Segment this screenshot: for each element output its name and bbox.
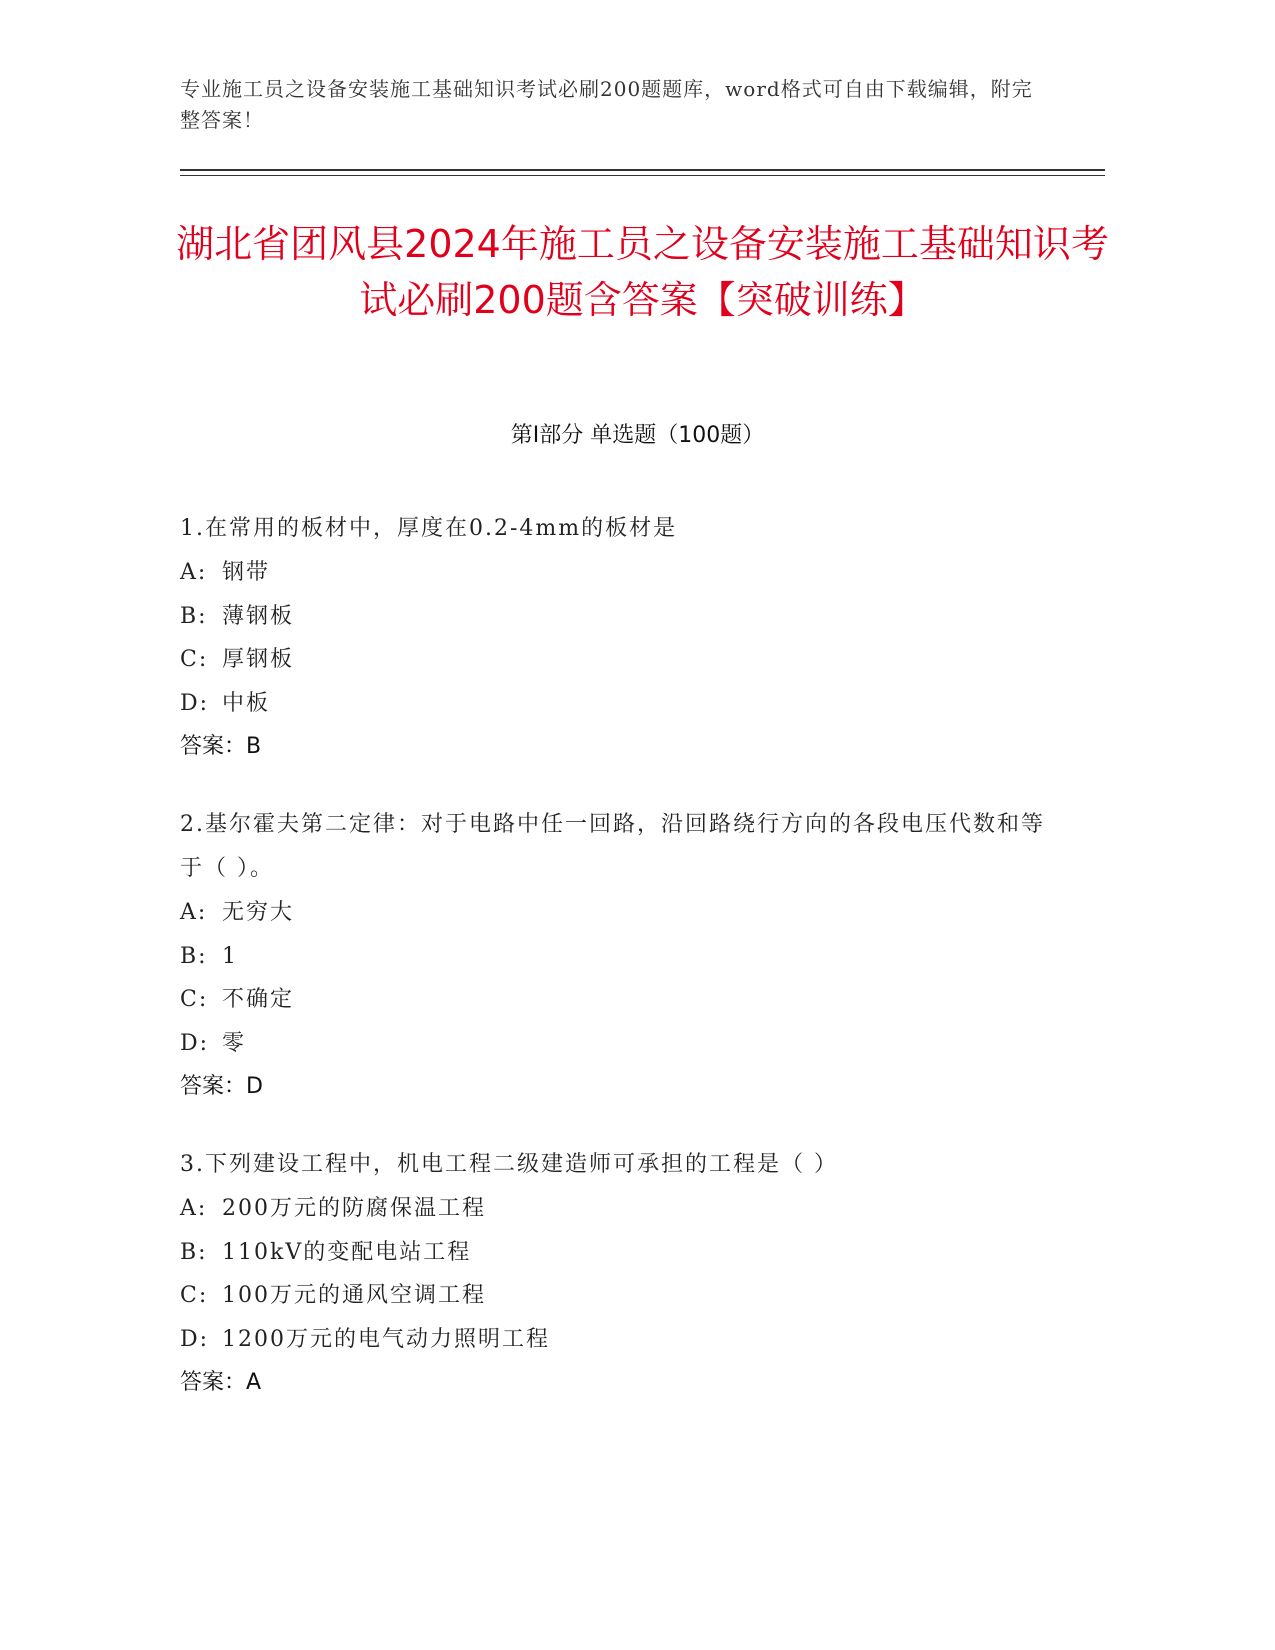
header-divider-thin bbox=[180, 175, 1105, 176]
option-b bbox=[180, 1231, 1060, 1275]
option-text: 1 bbox=[222, 943, 238, 969]
option-text: 中板 bbox=[222, 690, 271, 716]
option-a bbox=[180, 551, 1060, 595]
option-text: 厚钢板 bbox=[222, 647, 295, 672]
option-letter: D: bbox=[180, 1030, 210, 1056]
option-a bbox=[180, 1187, 1060, 1231]
question-list bbox=[180, 507, 1060, 1439]
answer-line: 答案：B bbox=[180, 734, 262, 759]
option-a bbox=[180, 891, 1060, 935]
option-d bbox=[180, 682, 1060, 726]
option-text: 零 bbox=[222, 1030, 247, 1056]
question-stem: 3.下列建设工程中，机电工程二级建造师可承担的工程是（ ） bbox=[180, 1152, 838, 1177]
option-letter: B: bbox=[180, 943, 208, 969]
option-d bbox=[180, 1022, 1060, 1066]
option-d bbox=[180, 1318, 1060, 1362]
option-text: 钢带 bbox=[222, 560, 271, 585]
option-c bbox=[180, 1274, 1060, 1318]
answer-line: 答案：A bbox=[180, 1370, 262, 1395]
option-text: 1200万元的电气动力照明工程 bbox=[222, 1326, 550, 1352]
option-letter: C: bbox=[180, 647, 209, 672]
option-c bbox=[180, 638, 1060, 682]
option-letter: B: bbox=[180, 1239, 208, 1265]
option-letter: D: bbox=[180, 1326, 210, 1352]
header-divider-thick bbox=[180, 169, 1105, 171]
option-letter: D: bbox=[180, 690, 210, 716]
option-text: 无穷大 bbox=[222, 900, 295, 925]
option-c bbox=[180, 978, 1060, 1022]
option-text: 110kV的变配电站工程 bbox=[222, 1239, 472, 1265]
question-3 bbox=[180, 1143, 1060, 1405]
option-b bbox=[180, 935, 1060, 979]
option-letter: C: bbox=[180, 987, 209, 1012]
option-text: 100万元的通风空调工程 bbox=[222, 1283, 486, 1308]
question-1 bbox=[180, 507, 1060, 769]
header-note: 专业施工员之设备安装施工基础知识考试必刷200题题库，word格式可自由下载编辑，附完整答案！ bbox=[180, 77, 1033, 132]
option-b bbox=[180, 595, 1060, 639]
document-title: 湖北省团风县2024年施工员之设备安装施工基础知识考试必刷200题含答案【突破训练】 bbox=[176, 222, 1109, 322]
option-letter: A: bbox=[180, 900, 208, 925]
option-letter: B: bbox=[180, 603, 208, 629]
question-2 bbox=[180, 803, 1060, 1109]
answer-line: 答案：D bbox=[180, 1074, 263, 1099]
option-letter: A: bbox=[180, 1196, 208, 1221]
option-text: 不确定 bbox=[222, 987, 295, 1012]
option-letter: A: bbox=[180, 560, 208, 585]
question-stem: 2.基尔霍夫第二定律：对于电路中任一回路，沿回路绕行方向的各段电压代数和等于（ ）。 bbox=[180, 812, 1045, 881]
option-text: 200万元的防腐保温工程 bbox=[222, 1196, 486, 1221]
question-stem: 1.在常用的板材中，厚度在0.2-4mm的板材是 bbox=[180, 516, 678, 541]
option-text: 薄钢板 bbox=[222, 603, 295, 629]
section-title: 第Ⅰ部分 单选题（100题） bbox=[510, 423, 765, 448]
option-letter: C: bbox=[180, 1283, 209, 1308]
